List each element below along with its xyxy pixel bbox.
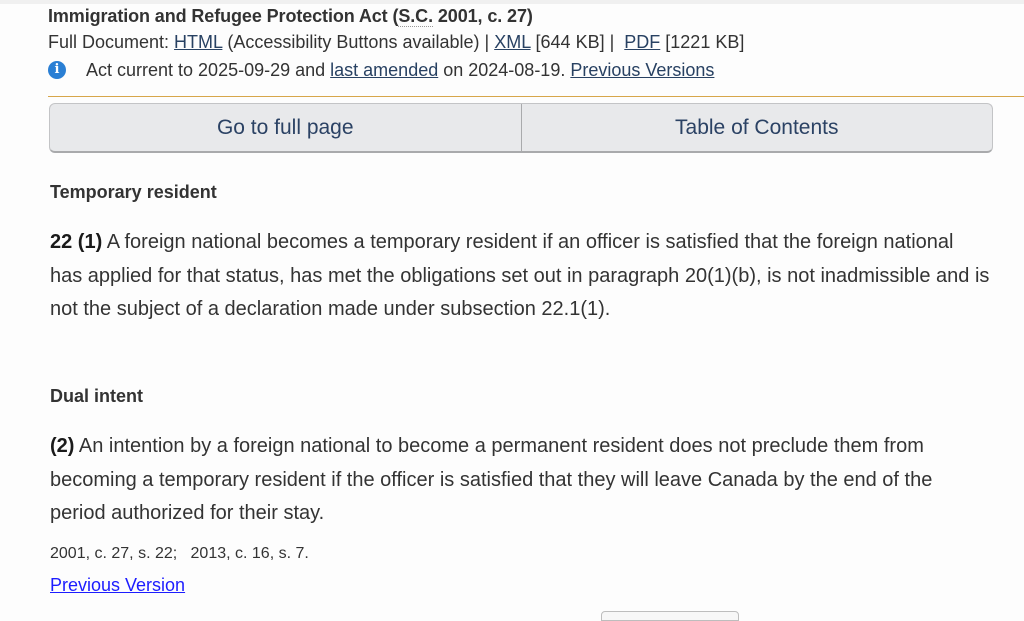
act-title-suffix: 2001, c. 27) [432,6,533,26]
previous-version-link[interactable]: Previous Version [50,575,186,595]
last-amended-link[interactable]: last amended [330,60,439,80]
amended-date: on 2024-08-19. [438,60,571,80]
currency-notice [48,56,993,84]
header-divider [48,96,1024,97]
full-document-links [48,28,993,56]
amendment-history: 2001, c. 27, s. 22; 2013, c. 16, s. 7. [50,545,309,562]
full-document-label: Full Document: [48,32,175,52]
partial-button[interactable] [601,611,739,621]
provision-number: 22 (1) [50,231,103,253]
statutes-of-canada-abbr: S.C. [398,6,433,26]
html-link[interactable]: HTML [174,32,223,52]
pdf-size: [1221 KB] [660,32,745,52]
previous-versions-link[interactable]: Previous Versions [570,60,715,80]
act-page [48,4,993,595]
section-22-2 [50,384,990,531]
html-note: (Accessibility Buttons available) | [222,32,495,52]
xml-size: [644 KB] | [530,32,620,52]
provision-number: (2) [50,435,75,457]
navigation-button-group [49,103,993,153]
marginal-note: Temporary resident [50,182,217,202]
provision-body: An intention by a foreign national to become a permanent resident does not preclude them from becoming a temporary resident if the officer is satisfied that they will leave Canada by the end of the period authorized for their stay. [50,435,933,524]
currency-text: Act current to 2025-09-29 and [86,60,331,80]
table-of-contents-button[interactable]: Table of Contents [521,104,993,151]
go-to-full-page-button[interactable]: Go to full page [216,115,354,139]
provision-body: A foreign national becomes a temporary resident if an officer is satisfied that the foreign national has applied for that status, has met the obligations set out in paragraph 20(1)(b), is not inadmissible and is not the subject of a declaration made under subsection 22.1(1). [50,231,990,320]
info-circle-icon: i [48,61,66,79]
marginal-note: Dual intent [50,386,143,406]
section-22-1 [50,180,990,327]
act-title-prefix: Immigration and Refugee Protection Act ( [48,6,399,26]
provision-text [50,226,990,327]
provision-text [50,430,990,531]
history-block [50,543,990,597]
pdf-link[interactable]: PDF [624,32,661,52]
act-title [48,4,993,28]
xml-link[interactable]: XML [494,32,531,52]
